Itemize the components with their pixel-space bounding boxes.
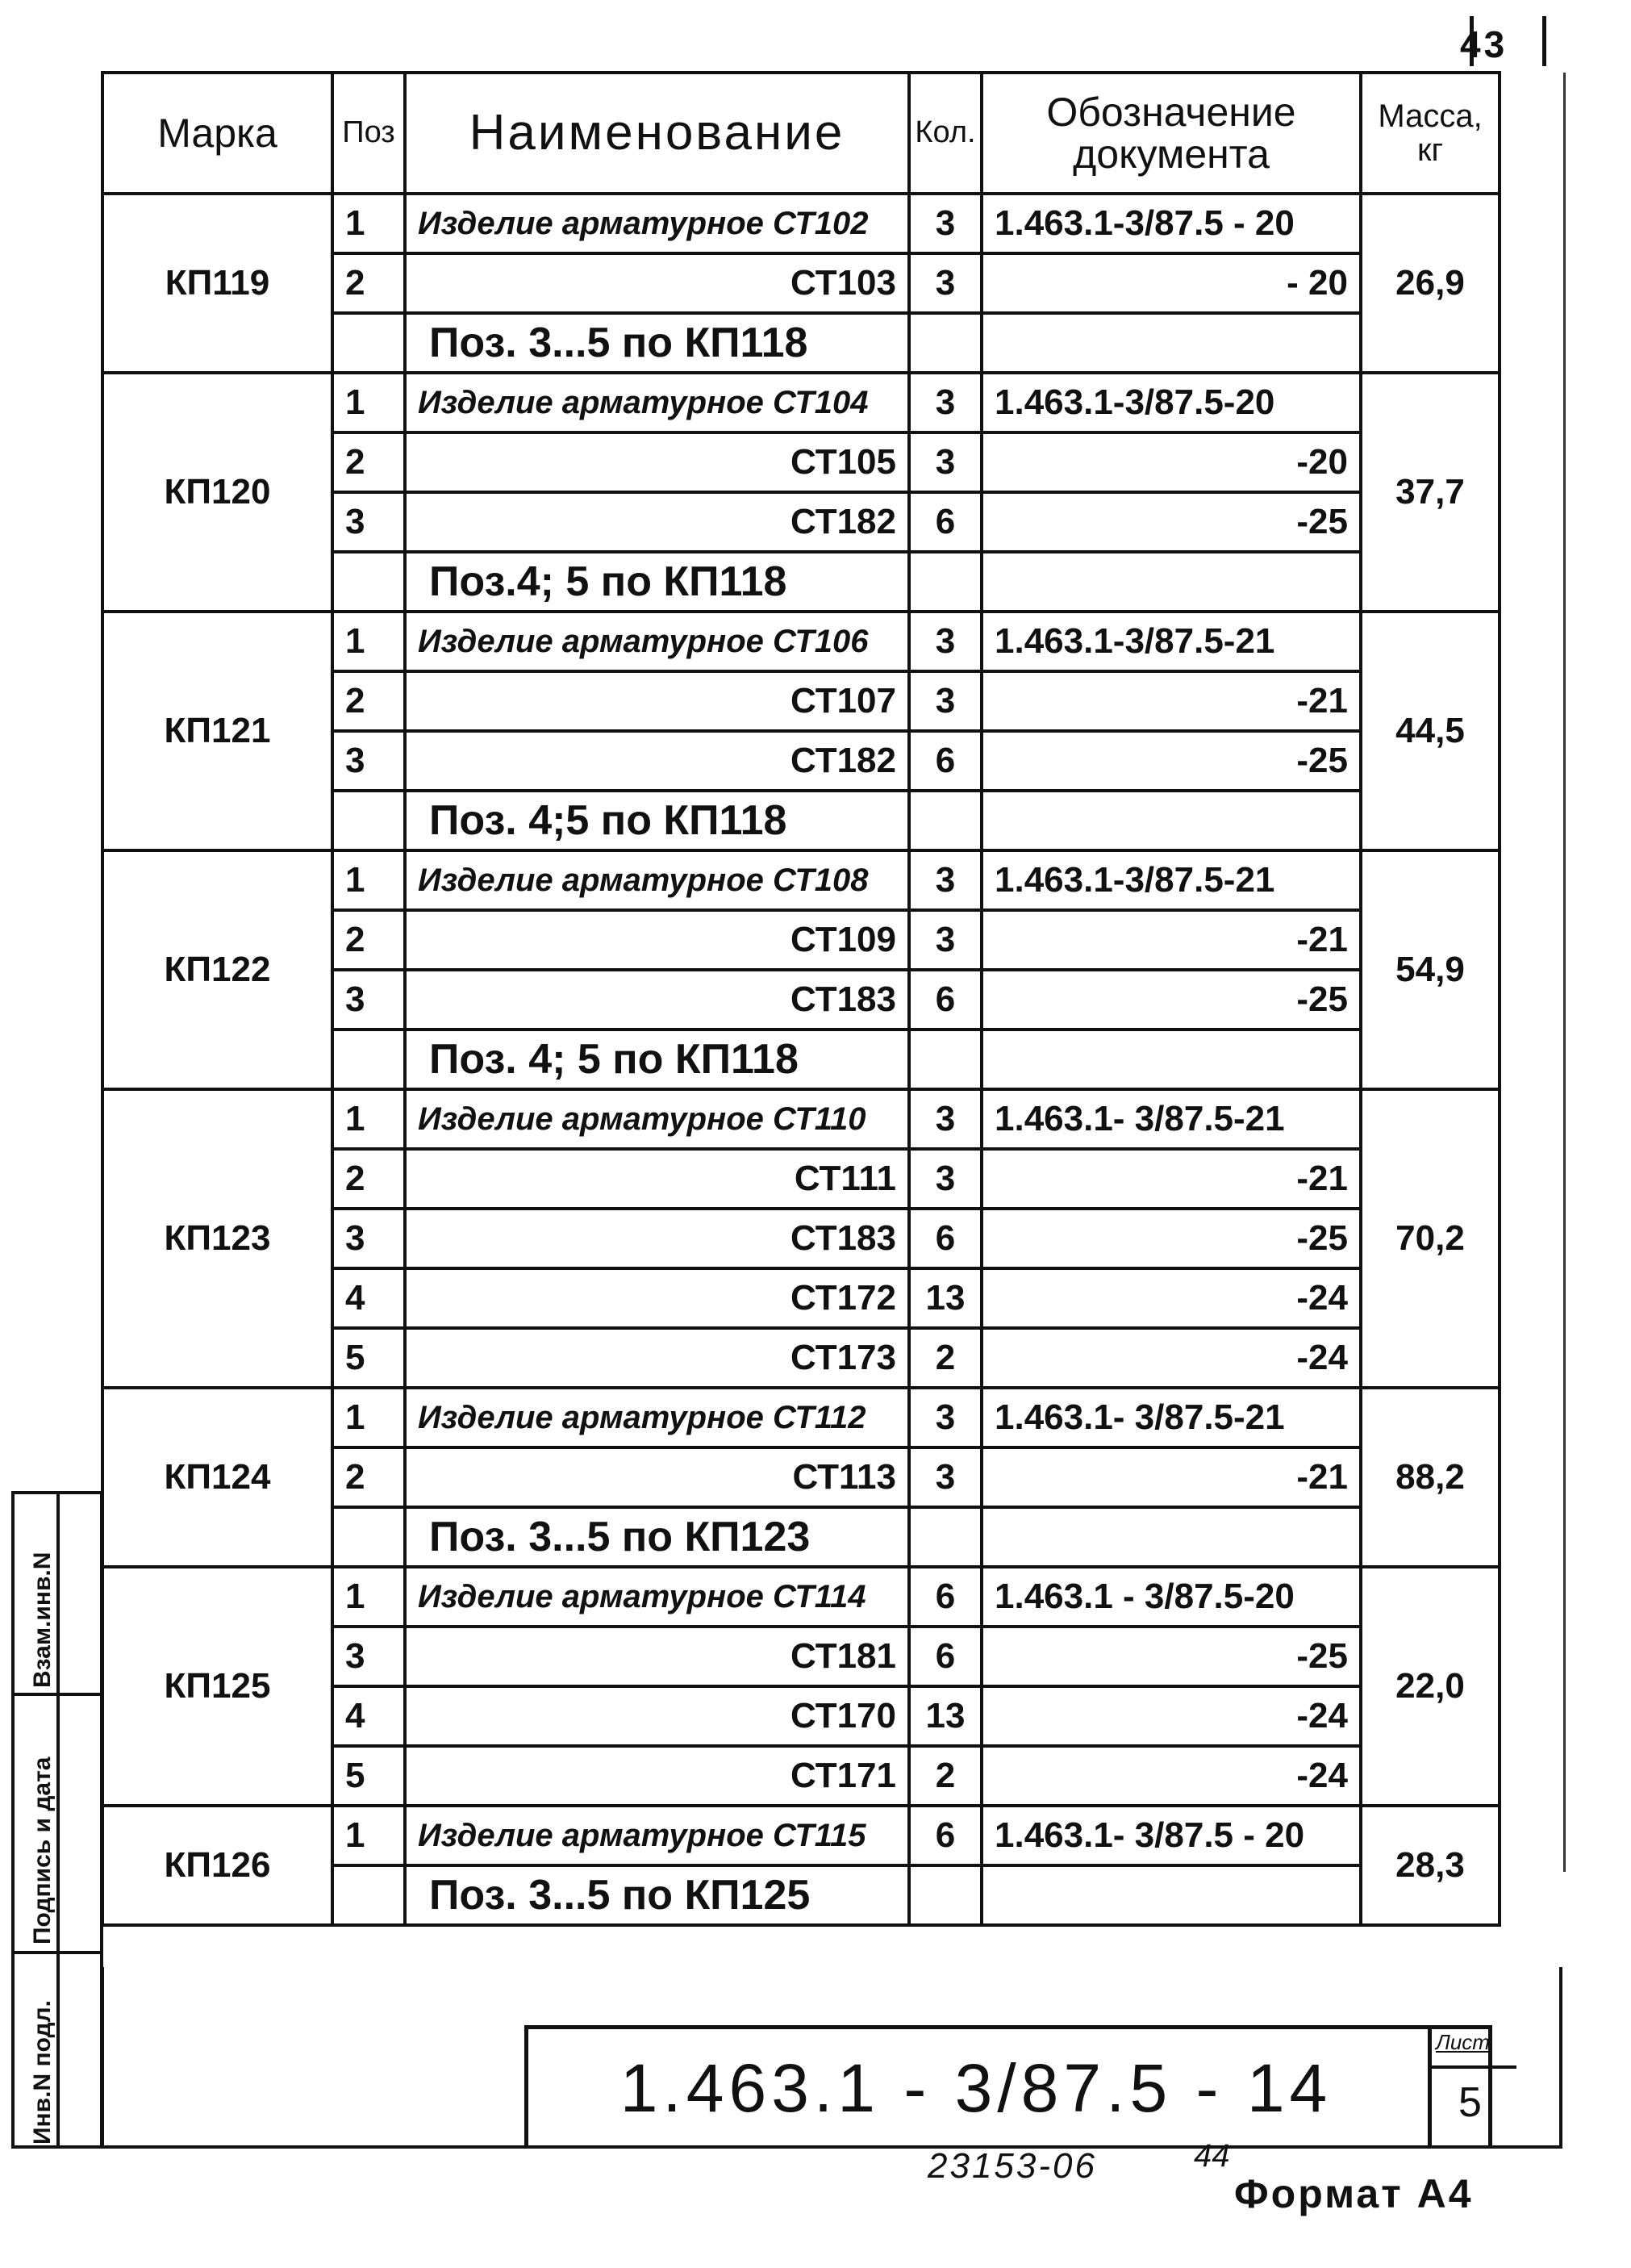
cell-document: 1.463.1-3/87.5-21 [982, 612, 1361, 671]
cell-quantity [909, 1030, 982, 1089]
cell-document [982, 1865, 1361, 1925]
cell-position: 4 [332, 1686, 405, 1746]
header-position: Поз [332, 73, 405, 194]
cell-name: СТ171 [405, 1746, 909, 1806]
header-document [982, 73, 1361, 194]
cell-name: Поз. 3...5 по КП125 [405, 1865, 909, 1925]
cell-name: Изделие арматурное СТ106 [405, 612, 909, 671]
cell-position: 2 [332, 432, 405, 492]
cell-mark: КП123 [102, 1089, 332, 1388]
cell-name: Поз.4; 5 по КП118 [405, 552, 909, 612]
cell-quantity: 3 [909, 1447, 982, 1507]
cell-document: -24 [982, 1686, 1361, 1746]
header-document-line1: Обозначение [1046, 89, 1296, 135]
cell-quantity: 3 [909, 432, 982, 492]
cell-document: -25 [982, 970, 1361, 1030]
cell-position: 1 [332, 1806, 405, 1865]
cell-name: СТ182 [405, 492, 909, 552]
sheet-label: Лист [1436, 2030, 1490, 2054]
cell-document [982, 313, 1361, 373]
sidebar-separator-2 [11, 1951, 103, 1954]
table-row [102, 373, 1500, 432]
cell-position [332, 313, 405, 373]
cell-quantity: 3 [909, 612, 982, 671]
cell-quantity: 13 [909, 1268, 982, 1328]
cell-name: СТ113 [405, 1447, 909, 1507]
cell-name: СТ111 [405, 1149, 909, 1209]
cell-quantity [909, 552, 982, 612]
cell-document [982, 791, 1361, 850]
cell-quantity: 6 [909, 970, 982, 1030]
cell-document: -20 [982, 432, 1361, 492]
cell-mark: КП124 [102, 1388, 332, 1567]
cell-name: Изделие арматурное СТ108 [405, 850, 909, 910]
cell-document: -21 [982, 910, 1361, 970]
cell-quantity [909, 313, 982, 373]
cell-quantity: 2 [909, 1746, 982, 1806]
cell-quantity: 2 [909, 1328, 982, 1388]
header-document-line2: документа [1073, 132, 1270, 177]
cell-position [332, 1865, 405, 1925]
cell-name: Изделие арматурное СТ102 [405, 194, 909, 253]
cell-document: 1.463.1- 3/87.5-21 [982, 1388, 1361, 1447]
cell-mark: КП119 [102, 194, 332, 373]
cell-position: 1 [332, 373, 405, 432]
cell-position: 2 [332, 1149, 405, 1209]
cell-document: -24 [982, 1328, 1361, 1388]
sidebar-divider [56, 1491, 60, 2149]
cell-document: -21 [982, 1149, 1361, 1209]
cell-document: -24 [982, 1268, 1361, 1328]
cell-name: СТ182 [405, 731, 909, 791]
cell-document [982, 1507, 1361, 1567]
cell-mark: КП122 [102, 850, 332, 1089]
cell-name: СТ172 [405, 1268, 909, 1328]
cell-mark: КП125 [102, 1567, 332, 1806]
cell-quantity: 6 [909, 1567, 982, 1627]
cell-mass: 37,7 [1361, 373, 1500, 612]
cell-quantity: 3 [909, 850, 982, 910]
cell-position: 1 [332, 1388, 405, 1447]
cell-quantity: 3 [909, 373, 982, 432]
cell-document: -21 [982, 1447, 1361, 1507]
cell-name: СТ103 [405, 253, 909, 313]
cell-document: 1.463.1- 3/87.5 - 20 [982, 1806, 1361, 1865]
table-row [102, 1806, 1500, 1865]
cell-mass: 44,5 [1361, 612, 1500, 850]
cell-position: 3 [332, 1209, 405, 1268]
cell-name: СТ170 [405, 1686, 909, 1746]
cell-position: 1 [332, 612, 405, 671]
cell-name: Изделие арматурное СТ110 [405, 1089, 909, 1149]
cell-position: 5 [332, 1328, 405, 1388]
cell-mass: 28,3 [1361, 1806, 1500, 1925]
cell-position: 3 [332, 492, 405, 552]
cell-quantity: 6 [909, 731, 982, 791]
table-header-row [102, 73, 1500, 194]
cell-position: 3 [332, 1627, 405, 1686]
cell-position [332, 1030, 405, 1089]
cell-document: 1.463.1-3/87.5 - 20 [982, 194, 1361, 253]
cell-document: -21 [982, 671, 1361, 731]
cell-name: СТ109 [405, 910, 909, 970]
cell-mark: КП120 [102, 373, 332, 612]
cell-quantity: 6 [909, 1627, 982, 1686]
cell-name: Поз. 3...5 по КП123 [405, 1507, 909, 1567]
cell-position [332, 552, 405, 612]
header-quantity: Кол. [909, 73, 982, 194]
cell-quantity: 3 [909, 671, 982, 731]
header-mass [1361, 73, 1500, 194]
cell-quantity: 6 [909, 1209, 982, 1268]
cell-mark: КП121 [102, 612, 332, 850]
table-row [102, 612, 1500, 671]
cell-position: 2 [332, 671, 405, 731]
format-label: Формат А4 [1234, 2171, 1474, 2216]
cell-name: СТ183 [405, 970, 909, 1030]
sheet-number: 5 [1458, 2079, 1482, 2126]
cell-position: 1 [332, 1567, 405, 1627]
cell-document: -24 [982, 1746, 1361, 1806]
table-row [102, 850, 1500, 910]
table-row [102, 1567, 1500, 1627]
sidebar-inv-replaced: Взам.инв.N [29, 1552, 56, 1688]
cell-mass: 88,2 [1361, 1388, 1500, 1567]
sheet-separator [1428, 2065, 1516, 2069]
table-row [102, 1388, 1500, 1447]
cell-document: 1.463.1-3/87.5-20 [982, 373, 1361, 432]
cell-quantity: 6 [909, 492, 982, 552]
cell-quantity [909, 791, 982, 850]
cell-mass: 54,9 [1361, 850, 1500, 1089]
sidebar-inv-original: Инв.N подл. [29, 2000, 56, 2145]
table-row [102, 1089, 1500, 1149]
cell-position: 1 [332, 850, 405, 910]
cell-quantity: 3 [909, 910, 982, 970]
cell-name: СТ181 [405, 1627, 909, 1686]
cell-position: 2 [332, 253, 405, 313]
cell-name: Поз. 4; 5 по КП118 [405, 1030, 909, 1089]
cell-document [982, 1030, 1361, 1089]
cell-position: 2 [332, 1447, 405, 1507]
cell-position: 1 [332, 194, 405, 253]
sidebar-separator-1 [11, 1693, 103, 1696]
cell-document: 1.463.1 - 3/87.5-20 [982, 1567, 1361, 1627]
cell-mass: 70,2 [1361, 1089, 1500, 1388]
cell-position [332, 791, 405, 850]
cell-quantity: 6 [909, 1806, 982, 1865]
cell-position: 2 [332, 910, 405, 970]
cell-name: Изделие арматурное СТ114 [405, 1567, 909, 1627]
cell-document [982, 552, 1361, 612]
header-mass-line2: кг [1416, 132, 1444, 168]
table-body [102, 194, 1500, 1925]
cell-position: 5 [332, 1746, 405, 1806]
cell-position [332, 1507, 405, 1567]
inventory-number: 23153-06 [928, 2146, 1097, 2186]
cell-name: СТ173 [405, 1328, 909, 1388]
cell-name: Изделие арматурное СТ112 [405, 1388, 909, 1447]
cell-position: 1 [332, 1089, 405, 1149]
document-designation: 1.463.1 - 3/87.5 - 14 [619, 2050, 1333, 2126]
cell-document: -25 [982, 731, 1361, 791]
table-row [102, 194, 1500, 253]
cell-document: -25 [982, 1627, 1361, 1686]
cell-position: 3 [332, 731, 405, 791]
cell-quantity: 3 [909, 1149, 982, 1209]
cell-name: Поз. 4;5 по КП118 [405, 791, 909, 850]
cell-quantity [909, 1507, 982, 1567]
cell-quantity [909, 1865, 982, 1925]
cell-document: 1.463.1- 3/87.5-21 [982, 1089, 1361, 1149]
cell-document: -25 [982, 1209, 1361, 1268]
cell-name: Изделие арматурное СТ104 [405, 373, 909, 432]
cell-quantity: 3 [909, 194, 982, 253]
cell-position: 3 [332, 970, 405, 1030]
cell-position: 4 [332, 1268, 405, 1328]
specification-table [101, 71, 1501, 1927]
page-number-border-right [1542, 16, 1546, 66]
page-number: 43 [1460, 23, 1508, 65]
cell-quantity: 3 [909, 253, 982, 313]
cell-mass: 26,9 [1361, 194, 1500, 373]
cell-mark: КП126 [102, 1806, 332, 1925]
cell-quantity: 13 [909, 1686, 982, 1746]
cell-document: - 20 [982, 253, 1361, 313]
cell-mass: 22,0 [1361, 1567, 1500, 1806]
cell-name: СТ183 [405, 1209, 909, 1268]
cell-document: -25 [982, 492, 1361, 552]
cell-name: СТ105 [405, 432, 909, 492]
cell-quantity: 3 [909, 1089, 982, 1149]
cell-document: 1.463.1-3/87.5-21 [982, 850, 1361, 910]
right-margin-line [1563, 73, 1566, 1872]
cell-quantity: 3 [909, 1388, 982, 1447]
header-name: Наименование [405, 73, 909, 194]
cell-name: Изделие арматурное СТ115 [405, 1806, 909, 1865]
sidebar-signature-date: Подпись и дата [29, 1756, 56, 1944]
cell-name: СТ107 [405, 671, 909, 731]
header-mark: Марка [102, 73, 332, 194]
cell-name: Поз. 3...5 по КП118 [405, 313, 909, 373]
handwritten-number: 44 [1194, 2138, 1230, 2174]
header-mass-line1: Масса, [1378, 98, 1483, 134]
